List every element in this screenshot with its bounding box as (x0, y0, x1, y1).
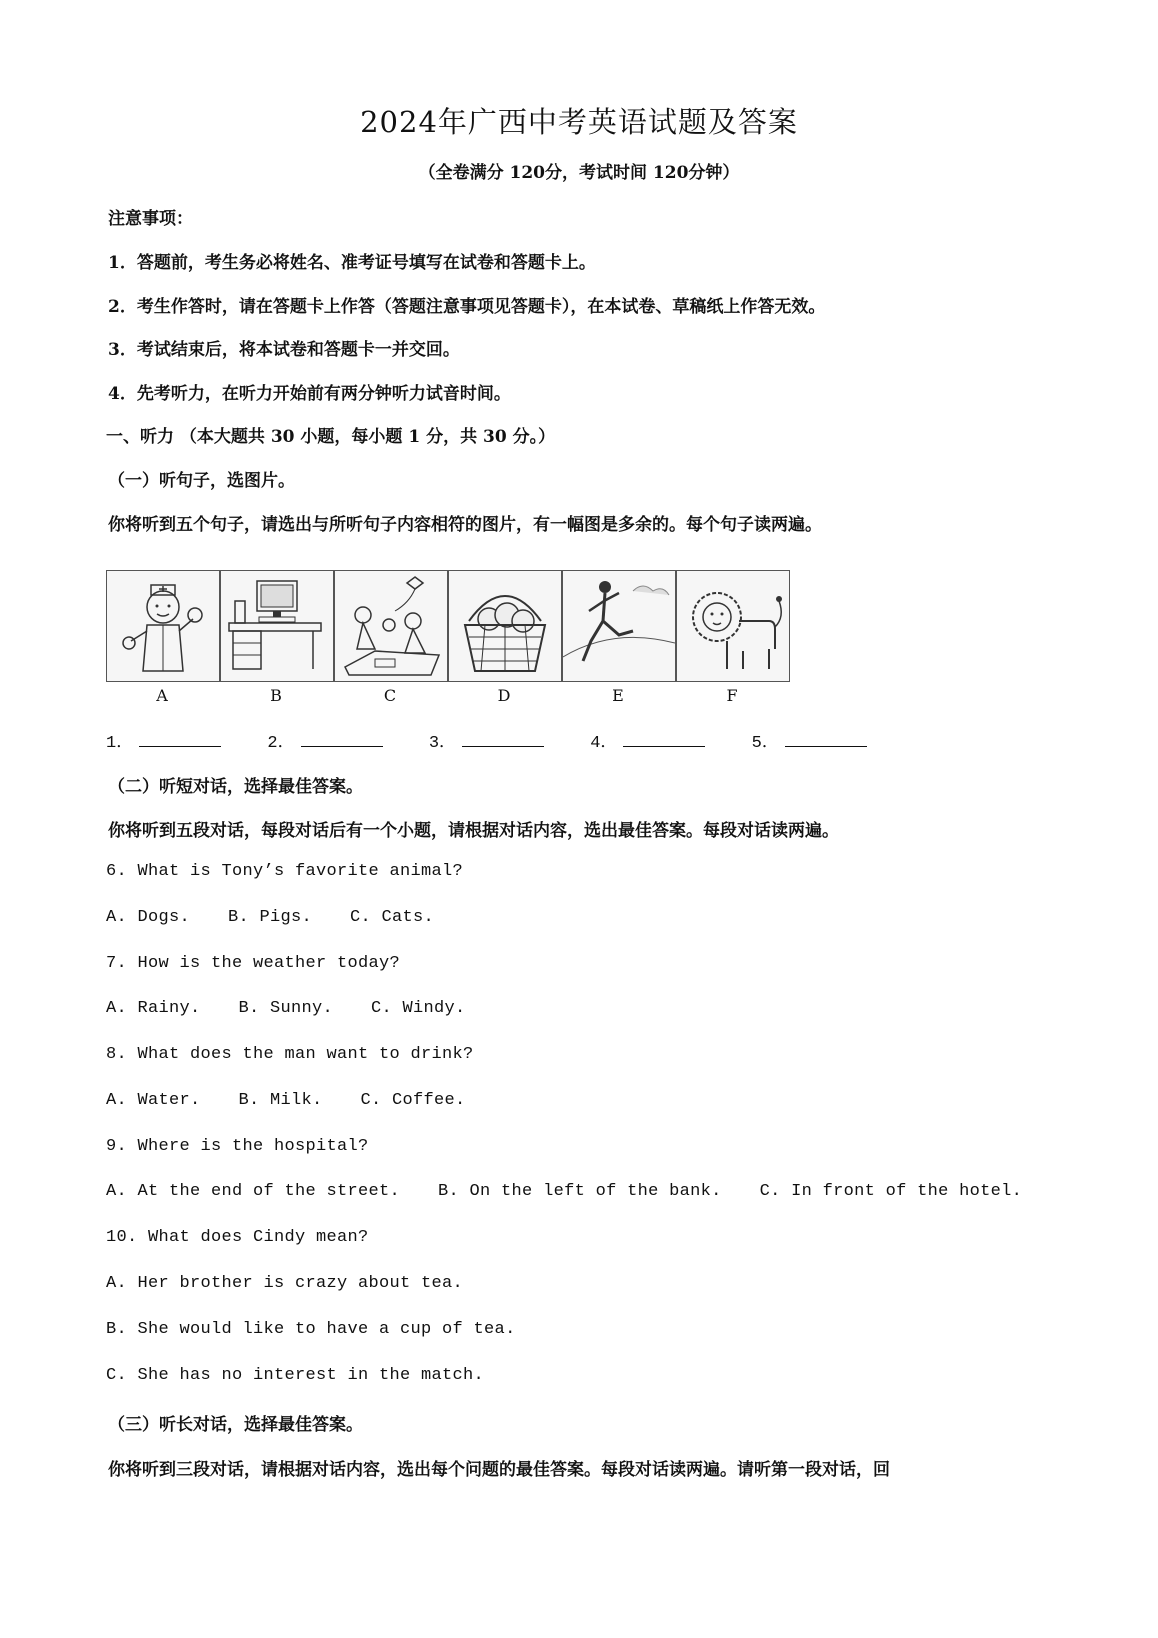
option: B. Pigs. (228, 908, 313, 927)
option: A. Dogs. (106, 908, 191, 927)
page-subtitle: （全卷满分 120分，考试时间 120分钟） (418, 163, 740, 183)
option: A. Her brother is crazy about tea. (106, 1274, 464, 1293)
option: B. Sunny. (238, 999, 334, 1018)
apple-basket-icon (448, 570, 562, 682)
option: A. Water. (106, 1091, 201, 1110)
option: A. Rainy. (106, 999, 201, 1018)
part2-heading: （二）听短对话，选择最佳答案。 (108, 777, 363, 797)
option: C. Windy. (371, 999, 466, 1018)
picture-label: F (726, 686, 738, 705)
page-title: 2024年广西中考英语试题及答案 (360, 105, 798, 139)
note-item: 2．考生作答时，请在答题卡上作答（答题注意事项见答题卡），在本试卷、草稿纸上作答无效。 (108, 297, 826, 317)
option: C. Cats. (350, 908, 435, 927)
question-6-options (106, 908, 472, 927)
option: C. She has no interest in the match. (106, 1366, 485, 1385)
question-9: 9. Where is the hospital? (106, 1137, 369, 1156)
answer-blank[interactable]: 4． (590, 727, 705, 753)
answer-blank[interactable]: 3． (429, 727, 544, 753)
question-9-options (106, 1182, 1060, 1201)
notes-heading: 注意事项： (108, 209, 193, 229)
answer-blank[interactable]: 1． (106, 727, 221, 753)
option: A. At the end of the street. (106, 1182, 401, 1201)
question-7-options (106, 999, 504, 1018)
picture-label: B (270, 686, 282, 705)
part1-instruction: 你将听到五个句子，请选出与所听句子内容相符的图片，有一幅图是多余的。每个句子读两遍。 (108, 515, 822, 535)
question-10: 10. What does Cindy mean? (106, 1228, 369, 1247)
picture-label: A (156, 686, 168, 705)
lion-icon (676, 570, 790, 682)
note-item: 4．先考听力，在听力开始前有两分钟听力试音时间。 (108, 384, 511, 404)
picture-label: C (383, 686, 397, 705)
part3-heading: （三）听长对话，选择最佳答案。 (108, 1415, 363, 1435)
note-item: 1．答题前，考生务必将姓名、准考证号填写在试卷和答题卡上。 (108, 253, 596, 273)
option: C. Coffee. (360, 1091, 466, 1110)
question-8: 8. What does the man want to drink? (106, 1045, 474, 1064)
picnic-kite-icon (334, 570, 448, 682)
picture-label: D (497, 686, 511, 705)
doctor-icon (106, 570, 220, 682)
option: C. In front of the hotel. (759, 1182, 1023, 1201)
question-7: 7. How is the weather today? (106, 954, 401, 973)
option: B. She would like to have a cup of tea. (106, 1320, 516, 1339)
part1-heading: （一）听句子，选图片。 (108, 471, 295, 491)
part2-instruction: 你将听到五段对话，每段对话后有一个小题，请根据对话内容，选出最佳答案。每段对话读两遍。 (108, 821, 839, 841)
picture-label: E (612, 686, 624, 705)
section-heading: 一、听力 （本大题共 30 小题，每小题 1 分，共 30 分。） (106, 427, 556, 447)
question-8-options (106, 1091, 504, 1110)
runner-icon (562, 570, 676, 682)
answer-blank[interactable]: 2． (267, 727, 382, 753)
question-6: 6. What is Tony’s favorite animal? (106, 862, 464, 881)
computer-desk-icon (220, 570, 334, 682)
note-item: 3．考试结束后，将本试卷和答题卡一并交回。 (108, 340, 460, 360)
option: B. Milk. (238, 1091, 323, 1110)
picture-strip (106, 570, 816, 705)
answer-blanks (106, 727, 903, 753)
answer-blank[interactable]: 5． (752, 727, 867, 753)
part3-instruction: 你将听到三段对话，请根据对话内容，选出每个问题的最佳答案。每段对话读两遍。请听第一段对话，回 (108, 1460, 890, 1480)
option: B. On the left of the bank. (438, 1182, 722, 1201)
